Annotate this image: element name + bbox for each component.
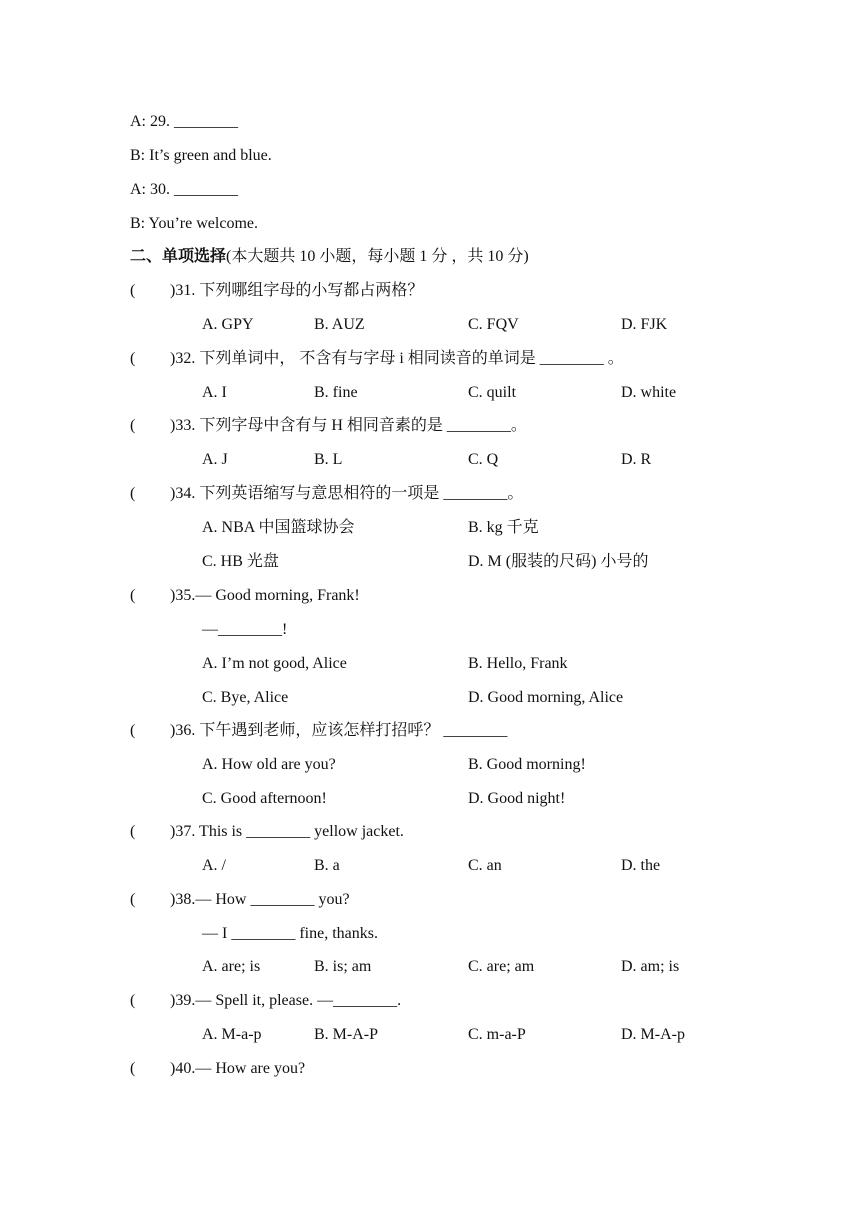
option-c: C. are; am [468, 958, 535, 975]
option-b: B. AUZ [314, 316, 365, 333]
question-stem: )34. 下列英语缩写与意思相符的一项是 ________。 [170, 485, 524, 502]
answer-blank: ( [130, 350, 136, 367]
option-c: C. Bye, Alice [202, 689, 289, 706]
option-c: C. HB 光盘 [202, 553, 279, 570]
question-stem: )39.— Spell it, please. —________. [170, 992, 402, 1009]
question-stem: )35.— Good morning, Frank! [170, 587, 360, 604]
section-title: 二、单项选择 [130, 248, 227, 265]
question-34 [130, 482, 523, 506]
question-stem: )40.— How are you? [170, 1060, 306, 1077]
answer-blank: ( [130, 992, 136, 1009]
option-a: A. I [202, 384, 227, 401]
question-39 [130, 989, 401, 1013]
question-38 [130, 888, 350, 912]
option-d: D. white [621, 384, 677, 401]
option-a: A. NBA 中国篮球协会 [202, 519, 355, 536]
option-c: C. m-a-P [468, 1026, 526, 1043]
option-b: B. kg 千克 [468, 519, 539, 536]
option-b: B. M-A-P [314, 1026, 379, 1043]
answer-blank: ( [130, 891, 136, 908]
option-c: C. Q [468, 451, 499, 468]
option-d: D. the [621, 857, 661, 874]
answer-blank: ( [130, 722, 136, 739]
option-b: B. Hello, Frank [468, 655, 568, 672]
question-response-line: —________! [202, 621, 288, 638]
question-stem: )37. This is ________ yellow jacket. [170, 823, 404, 840]
option-d: D. am; is [621, 958, 680, 975]
question-stem: )32. 下列单词中， 不含有与字母 i 相同读音的单词是 ________ 。 [170, 350, 624, 367]
answer-blank: ( [130, 485, 136, 502]
option-a: A. I’m not good, Alice [202, 655, 347, 672]
option-b: B. fine [314, 384, 358, 401]
question-stem: )36. 下午遇到老师，应该怎样打招呼？ ________ [170, 722, 508, 739]
section-note: (本大题共 10 小题，每小题 1 分 ，共 10 分) [226, 248, 529, 265]
answer-blank: ( [130, 417, 136, 434]
option-a: A. How old are you? [202, 756, 336, 773]
dialogue-line-30: A: 30. ________ [130, 181, 238, 198]
question-response-line: — I ________ fine, thanks. [202, 925, 378, 942]
option-d: D. Good night! [468, 790, 566, 807]
option-a: A. GPY [202, 316, 254, 333]
option-b: B. L [314, 451, 343, 468]
question-36 [130, 719, 507, 743]
question-37 [130, 820, 404, 844]
option-d: D. M-A-p [621, 1026, 685, 1043]
answer-blank: ( [130, 823, 136, 840]
option-b: B. Good morning! [468, 756, 586, 773]
option-c: C. quilt [468, 384, 517, 401]
dialogue-line-response-1: B: It’s green and blue. [130, 147, 272, 164]
dialogue-line-29: A: 29. ________ [130, 113, 238, 130]
option-a: A. are; is [202, 958, 261, 975]
option-d: D. R [621, 451, 652, 468]
answer-blank: ( [130, 587, 136, 604]
option-b: B. a [314, 857, 340, 874]
option-a: A. M-a-p [202, 1026, 262, 1043]
question-33 [130, 414, 527, 438]
option-a: A. / [202, 857, 226, 874]
option-b: B. is; am [314, 958, 372, 975]
option-d: D. Good morning, Alice [468, 689, 624, 706]
question-35 [130, 584, 360, 608]
question-stem: )31. 下列哪组字母的小写都占两格？ [170, 282, 424, 299]
option-c: C. Good afternoon! [202, 790, 327, 807]
answer-blank: ( [130, 282, 136, 299]
option-d: D. M (服装的尺码) 小号的 [468, 553, 649, 570]
question-stem: )38.— How ________ you? [170, 891, 350, 908]
question-32 [130, 347, 624, 371]
dialogue-line-response-2: B: You’re welcome. [130, 215, 258, 232]
option-c: C. FQV [468, 316, 519, 333]
question-31 [130, 279, 423, 303]
section-heading [130, 245, 529, 269]
answer-blank: ( [130, 1060, 136, 1077]
question-40 [130, 1057, 305, 1081]
option-c: C. an [468, 857, 502, 874]
option-a: A. J [202, 451, 228, 468]
option-d: D. FJK [621, 316, 668, 333]
question-stem: )33. 下列字母中含有与 H 相同音素的是 ________。 [170, 417, 527, 434]
